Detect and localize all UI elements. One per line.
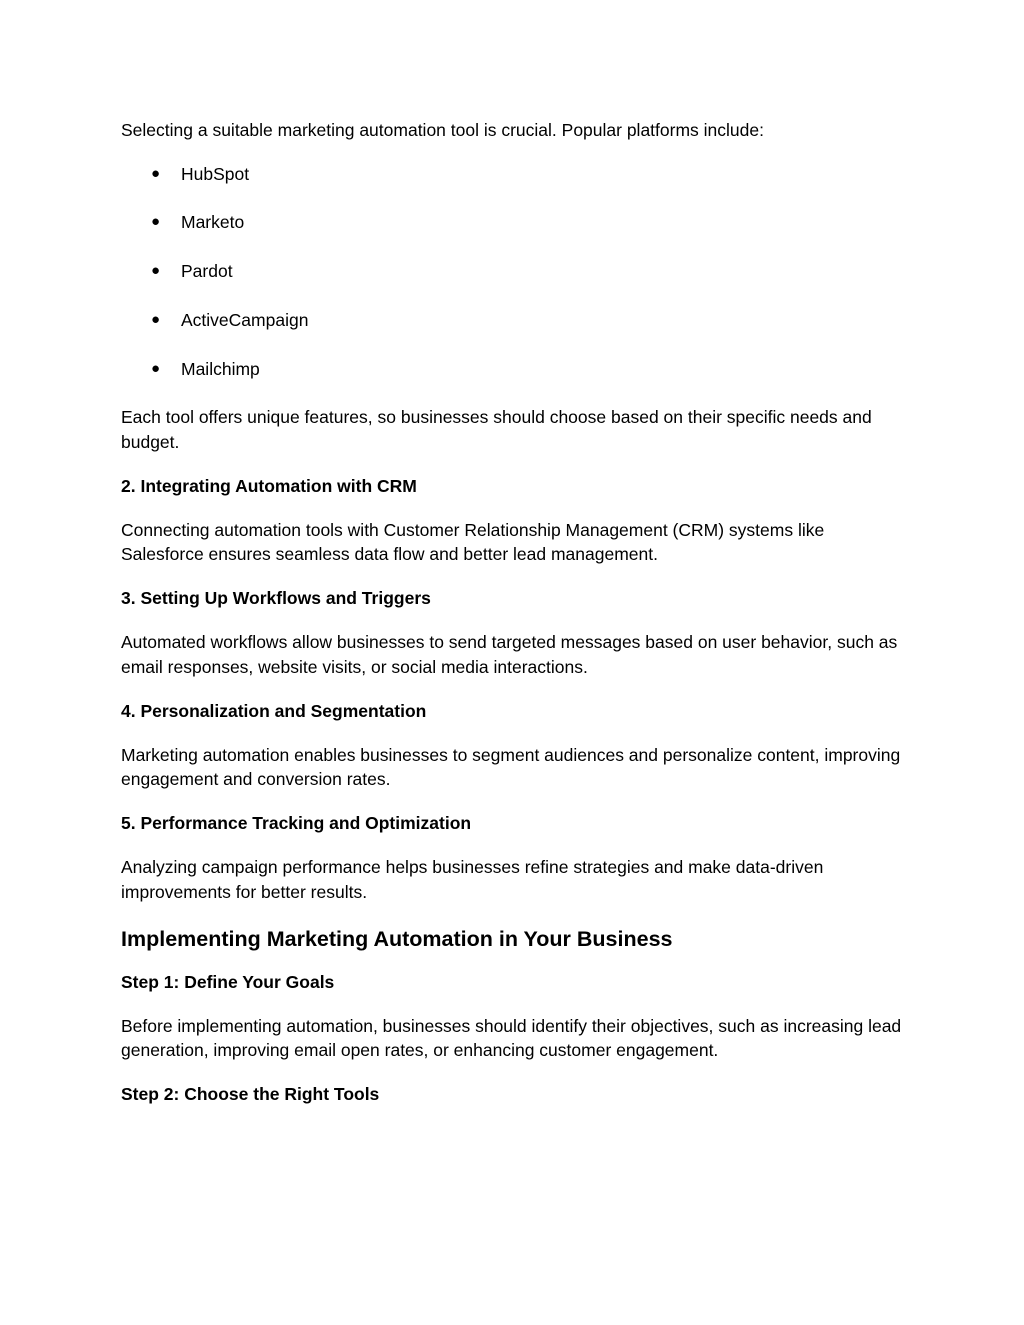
step2-heading: Step 2: Choose the Right Tools <box>121 1084 380 1105</box>
document-page <box>121 118 911 1126</box>
step1-body: Before implementing automation, businesses should identify their objectives, such as increasing lead generation, improving email open rates, or enhancing customer engagement. <box>121 1015 902 1061</box>
implementation-title: Implementing Marketing Automation in Your Business <box>121 926 673 951</box>
section-heading-workflows: 3. Setting Up Workflows and Triggers <box>121 588 431 609</box>
bullet-icon: ● <box>151 262 161 280</box>
bullet-icon: ● <box>151 359 161 377</box>
section-body-crm: Connecting automation tools with Customer Relationship Management (CRM) systems like Salesforce ensures seamless data flow and better lead management. <box>121 519 825 565</box>
step1-heading: Step 1: Define Your Goals <box>121 971 335 992</box>
intro-paragraph: Selecting a suitable marketing automation tool is crucial. Popular platforms include: <box>121 120 764 140</box>
tool-name: Marketo <box>181 212 245 233</box>
list-item <box>121 308 911 333</box>
list-item <box>121 357 911 382</box>
tools-list <box>121 162 911 382</box>
list-item <box>121 210 911 235</box>
bullet-icon: ● <box>151 310 161 328</box>
list-item <box>121 259 911 284</box>
section-heading-tracking: 5. Performance Tracking and Optimization <box>121 813 472 834</box>
tool-name: HubSpot <box>181 163 250 184</box>
bullet-icon: ● <box>151 213 161 231</box>
tool-name: ActiveCampaign <box>181 309 309 330</box>
section-body-workflows: Automated workflows allow businesses to send targeted messages based on user behavior, such as email responses, website visits, or social media interactions. <box>121 632 898 677</box>
section-body-personalization: Marketing automation enables businesses to segment audiences and personalize content, improving engagement and conversion rates. <box>121 744 901 790</box>
list-item <box>121 162 911 187</box>
tool-name: Mailchimp <box>181 358 260 379</box>
section-heading-crm: 2. Integrating Automation with CRM <box>121 475 417 496</box>
tool-name: Pardot <box>181 261 233 282</box>
section-body-tracking: Analyzing campaign performance helps businesses refine strategies and make data-driven improvements for better results. <box>121 857 824 902</box>
bullet-icon: ● <box>151 164 161 182</box>
section-heading-personalization: 4. Personalization and Segmentation <box>121 700 427 721</box>
tools-note-paragraph: Each tool offers unique features, so businesses should choose based on their specific needs and budget. <box>121 407 872 452</box>
